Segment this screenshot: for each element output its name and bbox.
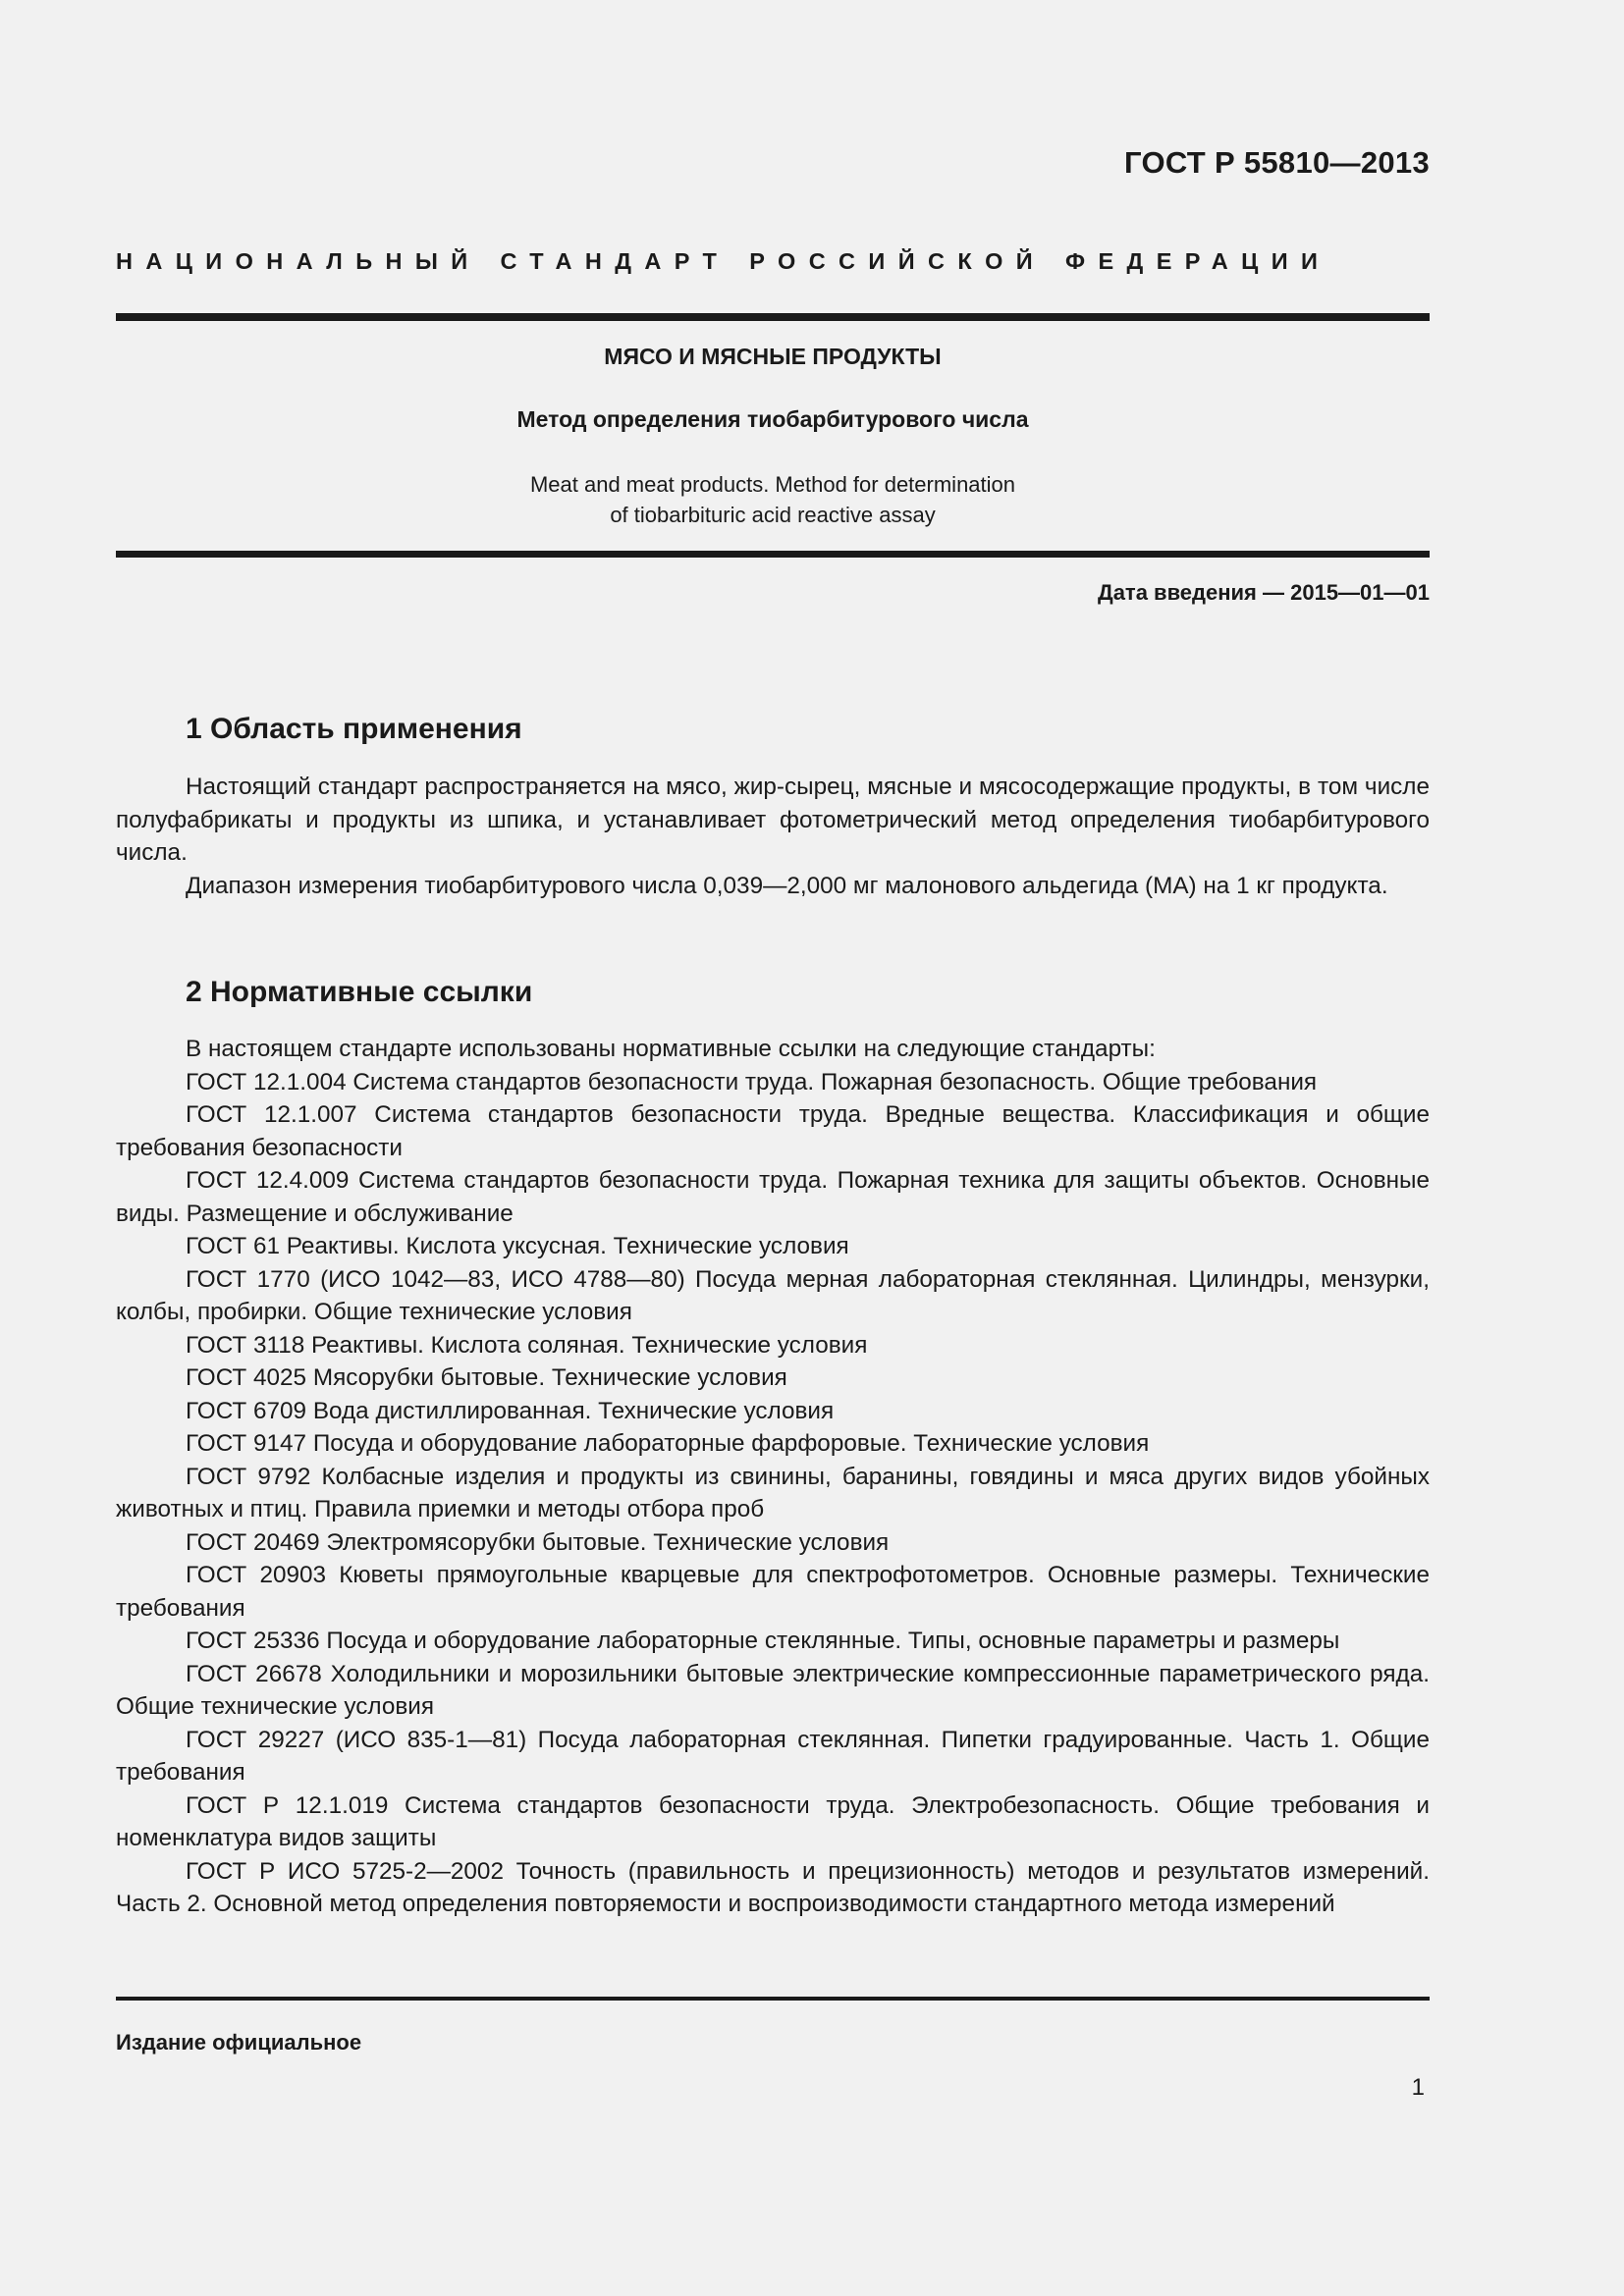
reference-item: ГОСТ 12.4.009 Система стандартов безопасности труда. Пожарная техника для защиты объектов. Основные виды. Размещение и обслуживание: [116, 1167, 1430, 1227]
reference-item: ГОСТ 12.1.004 Система стандартов безопасности труда. Пожарная безопасность. Общие требования: [186, 1068, 1318, 1095]
reference-item: ГОСТ Р ИСО 5725-2—2002 Точность (правильность и прецизионность) методов и результатов измерений. Часть 2. Основной метод определения повторяемости и воспроизводимости стандартного метода измерений: [116, 1857, 1430, 1917]
reference-item: ГОСТ Р 12.1.019 Система стандартов безопасности труда. Электробезопасность. Общие требования и номенклатура видов защиты: [116, 1791, 1430, 1851]
reference-item: ГОСТ 12.1.007 Система стандартов безопасности труда. Вредные вещества. Классификация и общие требования безопасности: [116, 1101, 1430, 1161]
title-bottom-rule: [116, 551, 1430, 558]
reference-item: ГОСТ 25336 Посуда и оборудование лабораторные стеклянные. Типы, основные параметры и размеры: [186, 1628, 1340, 1654]
section-1-heading: 1 Область применения: [186, 713, 522, 745]
english-title-line-1: Meat and meat products. Method for determination: [529, 472, 1016, 497]
page-number: 1: [1411, 2074, 1425, 2101]
english-title: [116, 469, 1430, 530]
official-edition-label: Издание официальное: [116, 2030, 362, 2055]
reference-item: ГОСТ 4025 Мясорубки бытовые. Технические условия: [186, 1364, 787, 1391]
section-1-body: [116, 771, 1430, 902]
top-rule: [116, 313, 1430, 321]
english-title-line-2: of tiobarbituric acid reactive assay: [610, 503, 936, 527]
reference-item: ГОСТ 1770 (ИСО 1042—83, ИСО 4788—80) Посуда мерная лабораторная стеклянная. Цилиндры, мензурки, колбы, пробирки. Общие технические условия: [116, 1265, 1430, 1325]
reference-item: ГОСТ 9147 Посуда и оборудование лабораторные фарфоровые. Технические условия: [186, 1430, 1150, 1457]
document-number: ГОСТ Р 55810—2013: [1124, 145, 1430, 180]
document-subtitle: Метод определения тиобарбитурового числа: [516, 406, 1029, 432]
section-2-body: [116, 1033, 1430, 1921]
introduction-date: Дата введения — 2015—01—01: [1098, 580, 1430, 605]
reference-item: ГОСТ 29227 (ИСО 835-1—81) Посуда лабораторная стеклянная. Пипетки градуированные. Часть 1. Общие требования: [116, 1726, 1430, 1786]
document-title: МЯСО И МЯСНЫЕ ПРОДУКТЫ: [604, 344, 942, 369]
section-2-heading: 2 Нормативные ссылки: [186, 976, 533, 1008]
paragraph: Настоящий стандарт распространяется на мясо, жир-сырец, мясные и мясосодержащие продукты, в том числе полуфабрикаты и продукты из шпика, и устанавливает фотометрический метод определения тиобарбитурового числа.: [116, 774, 1430, 866]
reference-item: ГОСТ 20469 Электромясорубки бытовые. Технические условия: [186, 1528, 890, 1556]
reference-item: ГОСТ 3118 Реактивы. Кислота соляная. Технические условия: [186, 1331, 868, 1359]
national-standard-banner: НАЦИОНАЛЬНЫЙ СТАНДАРТ РОССИЙСКОЙ ФЕДЕРАЦИИ: [116, 248, 1331, 274]
reference-item: ГОСТ 26678 Холодильники и морозильники бытовые электрические компрессионные параметрического ряда. Общие технические условия: [116, 1660, 1430, 1720]
footer-rule: [116, 1997, 1430, 2001]
reference-item: ГОСТ 61 Реактивы. Кислота уксусная. Технические условия: [186, 1233, 849, 1259]
reference-item: ГОСТ 20903 Кюветы прямоугольные кварцевые для спектрофотометров. Основные размеры. Технические требования: [116, 1562, 1430, 1622]
paragraph: Диапазон измерения тиобарбитурового числа 0,039—2,000 мг малонового альдегида (МА) на 1 кг продукта.: [186, 872, 1388, 899]
reference-item: ГОСТ 9792 Колбасные изделия и продукты из свинины, баранины, говядины и мяса других видов убойных животных и птиц. Правила приемки и методы отбора проб: [116, 1463, 1430, 1522]
references-intro: В настоящем стандарте использованы нормативные ссылки на следующие стандарты:: [186, 1036, 1156, 1062]
reference-item: ГОСТ 6709 Вода дистиллированная. Технические условия: [186, 1397, 835, 1424]
